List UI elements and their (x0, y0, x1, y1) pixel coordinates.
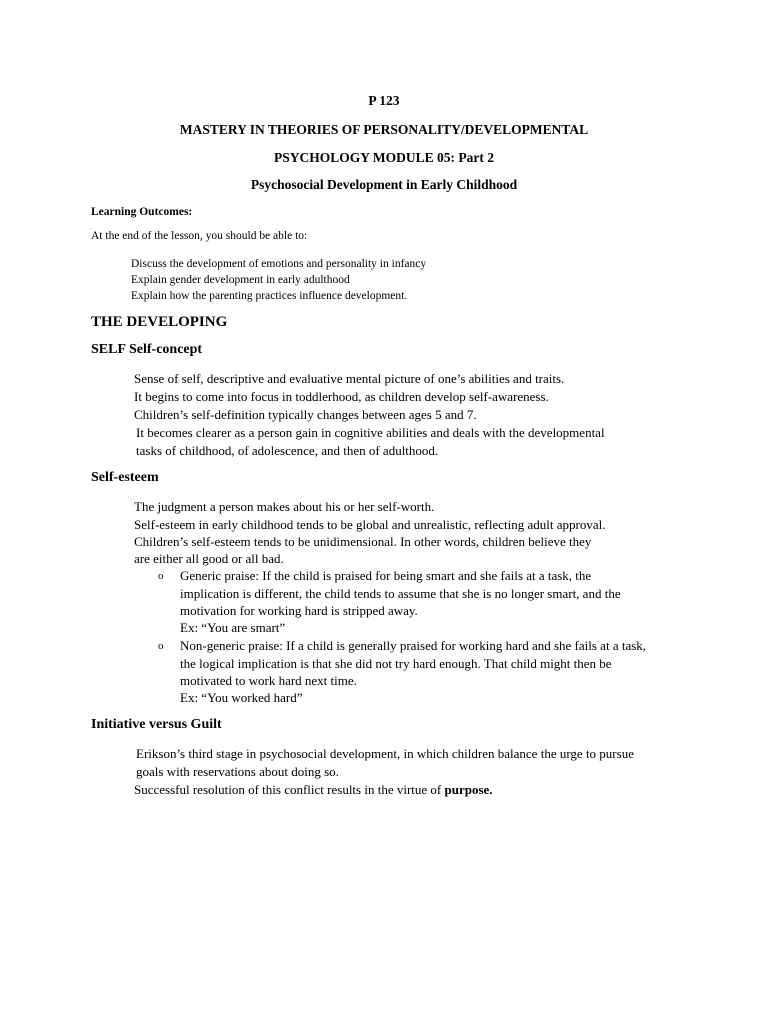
section-heading: Self-esteem (91, 470, 159, 485)
list-item-text: Successful resolution of this conflict results in the virtue of (134, 782, 445, 797)
sub-item-line: Ex: “You worked hard” (180, 690, 303, 705)
list-item (134, 782, 493, 798)
emphasis-text: purpose. (444, 782, 493, 797)
sub-item-line: Ex: “You are smart” (180, 620, 286, 635)
section-heading: THE DEVELOPING (91, 314, 228, 330)
sub-bullet-icon: o (158, 570, 164, 582)
module-title: PSYCHOLOGY MODULE 05: Part 2 (274, 150, 494, 165)
list-item-continuation: tasks of childhood, of adolescence, and then of adulthood. (136, 443, 439, 458)
sub-item-line: Generic praise: If the child is praised for being smart and she fails at a task, the (180, 568, 592, 583)
section-subheading: SELF Self-concept (91, 342, 203, 357)
list-item: It becomes clearer as a person gain in cognitive abilities and deals with the developmental (136, 425, 605, 440)
outcomes-heading: Learning Outcomes: (91, 206, 193, 218)
sub-item-line: implication is different, the child tends to assume that she is no longer smart, and the (180, 586, 621, 601)
sub-item-line: Non-generic praise: If a child is generally praised for working hard and she fails at a task, (180, 638, 647, 653)
list-item: Children’s self-esteem tends to be unidimensional. In other words, children believe they (134, 534, 592, 549)
list-item: It begins to come into focus in toddlerhood, as children develop self-awareness. (134, 389, 549, 404)
list-item-continuation: are either all good or all bad. (134, 551, 284, 566)
list-item: The judgment a person makes about his or her self-worth. (134, 499, 435, 514)
outcomes-intro: At the end of the lesson, you should be able to: (91, 230, 308, 242)
sub-item-line: motivated to work hard next time. (180, 673, 357, 688)
section-heading: Initiative versus Guilt (91, 717, 222, 732)
outcome-item: Discuss the development of emotions and personality in infancy (131, 258, 427, 270)
sub-item-line: motivation for working hard is stripped away. (180, 603, 418, 618)
list-item: Children’s self-definition typically changes between ages 5 and 7. (134, 407, 477, 422)
list-item: Erikson’s third stage in psychosocial development, in which children balance the urge to pursue (136, 746, 634, 761)
topic-title: Psychosocial Development in Early Childhood (250, 177, 518, 192)
list-item: Sense of self, descriptive and evaluative mental picture of one’s abilities and traits. (134, 371, 565, 386)
sub-bullet-icon: o (158, 640, 164, 652)
list-item: Self-esteem in early childhood tends to be global and unrealistic, reflecting adult approval. (134, 517, 606, 532)
list-item-continuation: goals with reservations about doing so. (136, 764, 339, 779)
outcome-item: Explain how the parenting practices influence development. (131, 290, 408, 302)
course-title: MASTERY IN THEORIES OF PERSONALITY/DEVELOPMENTAL (179, 122, 589, 137)
sub-item-line: the logical implication is that she did not try hard enough. That child might then be (180, 656, 612, 671)
course-code: P 123 (368, 93, 400, 108)
outcome-item: Explain gender development in early adulthood (131, 274, 350, 286)
